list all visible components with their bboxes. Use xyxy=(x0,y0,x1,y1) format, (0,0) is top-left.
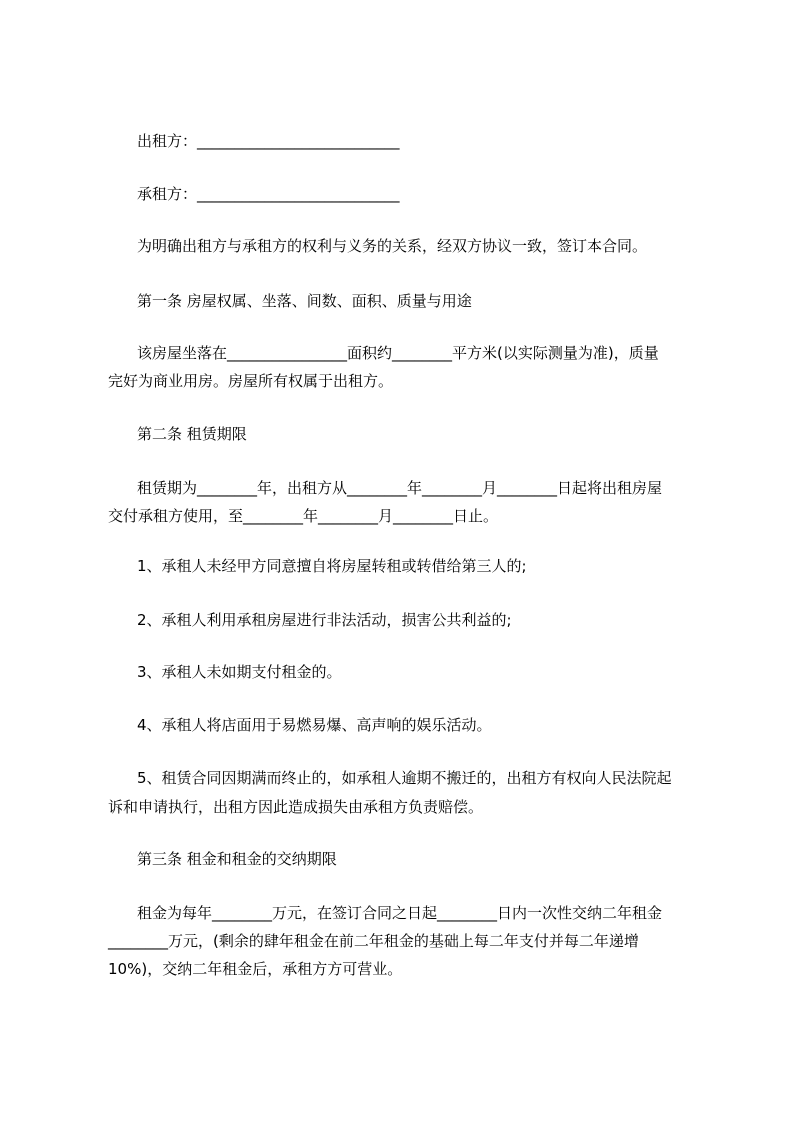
list-item: 3、承租人未如期支付租金的。 xyxy=(137,663,342,681)
item5-line1: 5、租赁合同因期满而终止的，如承租人逾期不搬迁的，出租方有权向人民法院起 xyxy=(137,769,672,787)
article2-heading: 第二条 租赁期限 xyxy=(137,425,247,443)
lessee-field: 承租方：___________________________ xyxy=(137,185,400,203)
item5-line2: 诉和申请执行，出租方因此造成损失由承租方负责赔偿。 xyxy=(108,798,484,816)
article2-text-line2: 交付承租方使用，至________年________月________日止。 xyxy=(108,507,499,525)
article1-heading: 第一条 房屋权属、坐落、间数、面积、质量与用途 xyxy=(137,292,472,310)
intro-paragraph: 为明确出租方与承租方的权利与义务的关系，经双方协议一致，签订本合同。 xyxy=(137,237,648,255)
article2-text-line1: 租赁期为________年，出租方从________年________月________日起将出租房屋 xyxy=(137,479,663,497)
list-item: 4、承租人将店面用于易燃易爆、高声响的娱乐活动。 xyxy=(137,716,492,734)
article1-text-line1: 该房屋坐落在________________面积约________平方米(以实际测量为准)，质量 xyxy=(137,344,659,362)
article3-text-line2: ________万元，(剩余的肆年租金在前二年租金的基础上每二年支付并每二年递增 xyxy=(108,932,639,950)
list-item: 1、承租人未经甲方同意擅自将房屋转租或转借给第三人的; xyxy=(137,557,527,575)
article3-text-line1: 租金为每年________万元，在签订合同之日起________日内一次性交纳二年租金 xyxy=(137,904,663,922)
article3-heading: 第三条 租金和租金的交纳期限 xyxy=(137,850,337,868)
article1-text-line2: 完好为商业用房。房屋所有权属于出租方。 xyxy=(108,372,394,390)
lessor-field: 出租方：___________________________ xyxy=(137,132,400,150)
article3-text-line3: 10%)，交纳二年租金后，承租方方可营业。 xyxy=(108,960,403,978)
list-item: 2、承租人利用承租房屋进行非法活动，损害公共利益的; xyxy=(137,611,512,629)
